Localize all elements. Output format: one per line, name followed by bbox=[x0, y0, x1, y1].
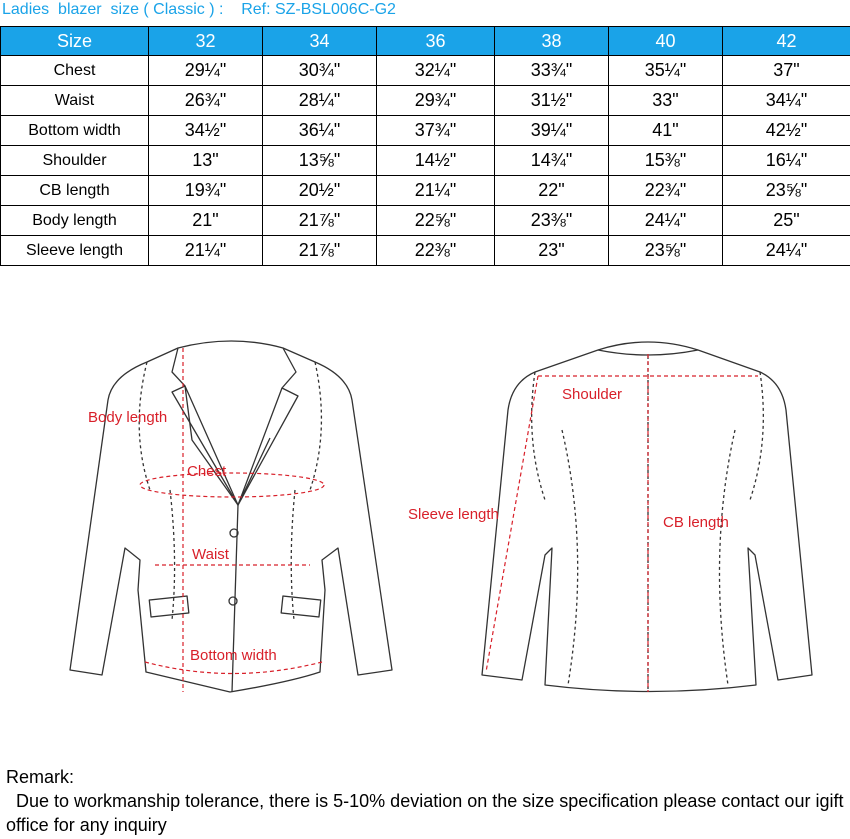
blazer-diagram bbox=[0, 290, 850, 730]
row-label: Sleeve length bbox=[1, 236, 149, 266]
row-label: Shoulder bbox=[1, 146, 149, 176]
column-header: 36 bbox=[377, 27, 495, 56]
table-cell: 35¼" bbox=[609, 56, 723, 86]
label-sleeve-length: Sleeve length bbox=[408, 506, 499, 523]
blazer-illustration bbox=[0, 290, 850, 730]
table-cell: 37¾" bbox=[377, 116, 495, 146]
row-label: Chest bbox=[1, 56, 149, 86]
remark-body: Due to workmanship tolerance, there is 5-10% deviation on the size specification please contact our igift office for any inquiry bbox=[6, 791, 844, 835]
label-waist: Waist bbox=[192, 546, 229, 563]
label-shoulder: Shoulder bbox=[562, 386, 623, 403]
table-cell: 14¾" bbox=[495, 146, 609, 176]
front-lapel-left bbox=[185, 386, 238, 505]
column-header: 38 bbox=[495, 27, 609, 56]
blazer-back-view bbox=[482, 342, 812, 692]
table-row bbox=[1, 146, 850, 176]
table-cell: 36¼" bbox=[263, 116, 377, 146]
remark-title: Remark: bbox=[6, 767, 75, 787]
table-cell: 13" bbox=[149, 146, 263, 176]
front-pocket-left bbox=[149, 596, 189, 617]
table-row bbox=[1, 206, 850, 236]
table-row bbox=[1, 116, 850, 146]
table-cell: 15⅜" bbox=[609, 146, 723, 176]
table-cell: 16¼" bbox=[723, 146, 850, 176]
table-cell: 22¾" bbox=[609, 176, 723, 206]
front-dart-left bbox=[170, 490, 175, 620]
table-header-row bbox=[1, 27, 850, 56]
back-armhole-left bbox=[532, 372, 545, 500]
label-chest: Chest bbox=[187, 463, 227, 480]
table-cell: 30¾" bbox=[263, 56, 377, 86]
size-table bbox=[0, 26, 850, 266]
table-cell: 24¼" bbox=[723, 236, 850, 266]
row-label: Waist bbox=[1, 86, 149, 116]
table-row bbox=[1, 176, 850, 206]
table-cell: 42½" bbox=[723, 116, 850, 146]
table-cell: 37" bbox=[723, 56, 850, 86]
table-cell: 33" bbox=[609, 86, 723, 116]
column-header: 40 bbox=[609, 27, 723, 56]
table-cell: 28¼" bbox=[263, 86, 377, 116]
table-cell: 23" bbox=[495, 236, 609, 266]
table-cell: 14½" bbox=[377, 146, 495, 176]
label-body-length: Body length bbox=[88, 409, 168, 426]
front-lapel-right bbox=[238, 388, 282, 505]
back-princess-right bbox=[719, 430, 735, 685]
table-cell: 22" bbox=[495, 176, 609, 206]
table-cell: 29¾" bbox=[377, 86, 495, 116]
table-row bbox=[1, 86, 850, 116]
table-cell: 21¼" bbox=[377, 176, 495, 206]
row-label: CB length bbox=[1, 176, 149, 206]
page-title: Ladies blazer size ( Classic ) : Ref: SZ-BSL006C-G2 bbox=[2, 1, 396, 18]
table-cell: 22⅜" bbox=[377, 236, 495, 266]
table-cell: 29¼" bbox=[149, 56, 263, 86]
table-cell: 21⅞" bbox=[263, 236, 377, 266]
row-label: Bottom width bbox=[1, 116, 149, 146]
back-body-outline bbox=[482, 342, 812, 692]
table-cell: 31½" bbox=[495, 86, 609, 116]
table-cell: 21⅞" bbox=[263, 206, 377, 236]
label-bottom-width: Bottom width bbox=[190, 647, 277, 664]
sleeve-length-line bbox=[486, 376, 538, 672]
table-row bbox=[1, 56, 850, 86]
table-cell: 33¾" bbox=[495, 56, 609, 86]
table-cell: 32¼" bbox=[377, 56, 495, 86]
front-pocket-right bbox=[281, 596, 321, 617]
table-cell: 23⅝" bbox=[723, 176, 850, 206]
table-cell: 21" bbox=[149, 206, 263, 236]
table-cell: 25" bbox=[723, 206, 850, 236]
table-cell: 39¼" bbox=[495, 116, 609, 146]
table-cell: 20½" bbox=[263, 176, 377, 206]
front-dart-right bbox=[291, 490, 295, 620]
table-cell: 19¾" bbox=[149, 176, 263, 206]
table-row bbox=[1, 236, 850, 266]
chest-line bbox=[140, 473, 324, 497]
table-cell: 13⅝" bbox=[263, 146, 377, 176]
table-cell: 23⅜" bbox=[495, 206, 609, 236]
column-header: 42 bbox=[723, 27, 850, 56]
column-header: 32 bbox=[149, 27, 263, 56]
table-cell: 34½" bbox=[149, 116, 263, 146]
remark-section bbox=[6, 765, 846, 837]
column-header: 34 bbox=[263, 27, 377, 56]
table-cell: 26¾" bbox=[149, 86, 263, 116]
table-cell: 21¼" bbox=[149, 236, 263, 266]
front-collar bbox=[172, 341, 298, 505]
front-armhole-left bbox=[139, 362, 150, 490]
row-label: Body length bbox=[1, 206, 149, 236]
table-cell: 24¼" bbox=[609, 206, 723, 236]
table-cell: 34¼" bbox=[723, 86, 850, 116]
table-cell: 22⅝" bbox=[377, 206, 495, 236]
table-cell: 41" bbox=[609, 116, 723, 146]
front-body-outline bbox=[70, 348, 392, 692]
label-cb-length: CB length bbox=[663, 514, 729, 531]
front-button-bottom bbox=[229, 597, 237, 605]
column-header: Size bbox=[1, 27, 149, 56]
back-armhole-right bbox=[750, 372, 763, 500]
front-armhole-right bbox=[310, 362, 321, 490]
blazer-front-view bbox=[70, 341, 392, 692]
table-cell: 23⅝" bbox=[609, 236, 723, 266]
back-princess-left bbox=[562, 430, 578, 685]
